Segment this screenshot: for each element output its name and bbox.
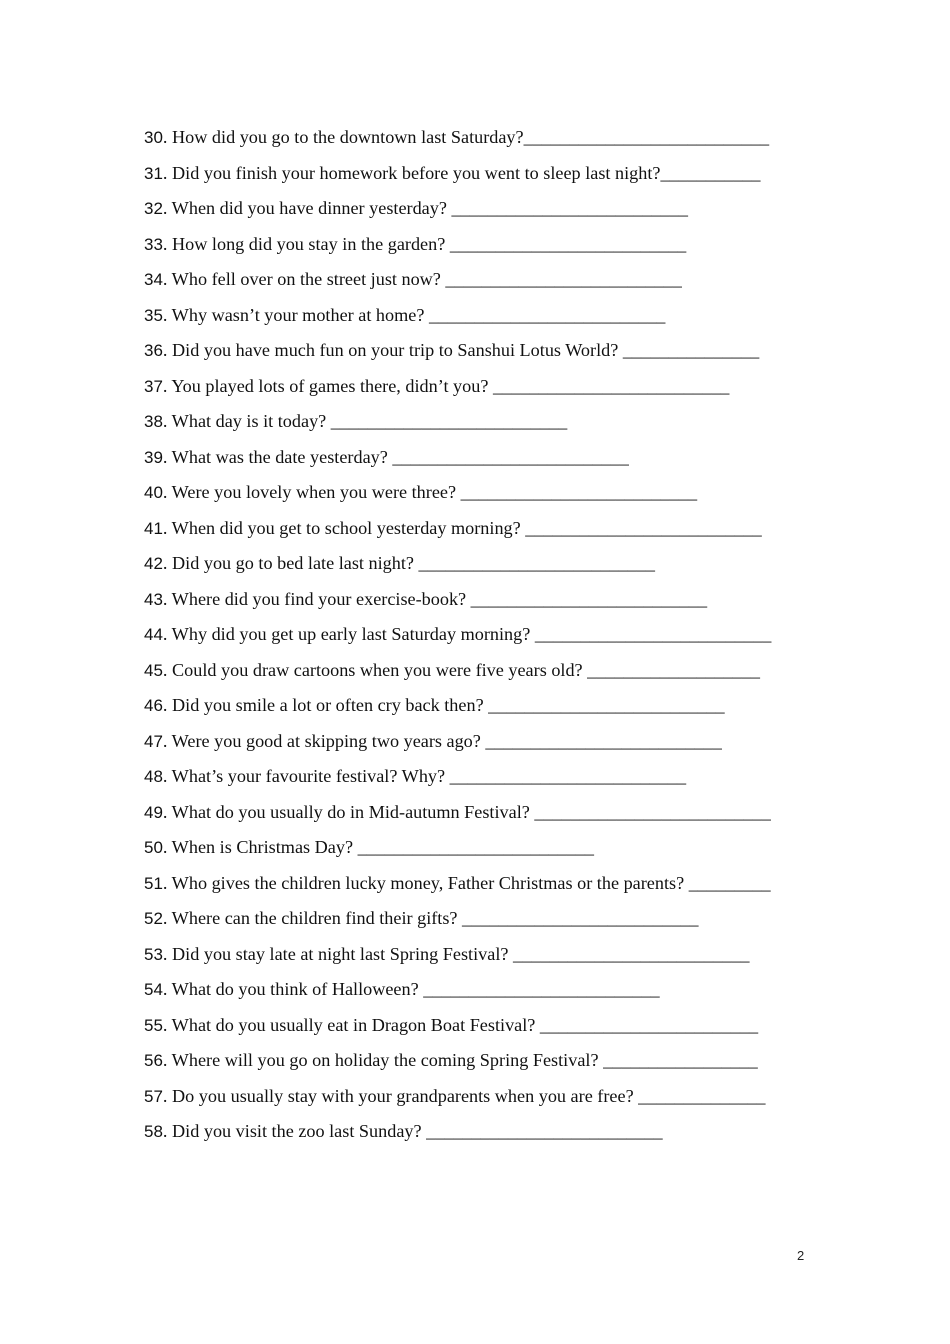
question-item — [144, 619, 844, 655]
question-item — [144, 513, 844, 549]
question-text: . When is Christmas Day? __________________________ — [162, 837, 595, 857]
question-text: . Where can the children find their gifts? __________________________ — [162, 908, 699, 928]
question-item — [144, 832, 844, 868]
question-number: 31 — [144, 163, 163, 183]
question-number: 47 — [144, 731, 163, 751]
question-text: . How did you go to the downtown last Saturday?___________________________ — [162, 127, 770, 147]
question-item — [144, 974, 844, 1010]
question-number: 56 — [144, 1051, 163, 1070]
question-item — [144, 1081, 844, 1117]
question-text: . When did you get to school yesterday morning? __________________________ — [162, 517, 762, 538]
question-number: 57 — [144, 1086, 163, 1106]
question-text: . Were you good at skipping two years ago? __________________________ — [162, 730, 722, 751]
question-text: . Where will you go on holiday the coming Spring Festival? _________________ — [162, 1050, 758, 1070]
question-text: . Were you lovely when you were three? __________________________ — [162, 482, 698, 502]
question-number: 39 — [144, 447, 163, 467]
question-item — [144, 584, 844, 620]
question-list — [144, 122, 844, 1152]
question-number: 37 — [144, 376, 163, 396]
question-number: 49 — [144, 802, 163, 822]
question-number: 38 — [144, 412, 163, 431]
question-text: . How long did you stay in the garden? __________________________ — [162, 233, 687, 254]
question-text: . When did you have dinner yesterday? __________________________ — [162, 198, 688, 218]
question-item — [144, 655, 844, 691]
question-item — [144, 158, 844, 194]
question-item — [144, 548, 844, 584]
question-text: . Did you smile a lot or often cry back then? __________________________ — [162, 695, 725, 715]
question-item — [144, 193, 844, 229]
question-number: 50 — [144, 838, 163, 857]
question-item — [144, 122, 844, 158]
question-number: 33 — [144, 234, 163, 254]
question-number: 44 — [144, 625, 163, 644]
question-item — [144, 1010, 844, 1046]
question-number: 41 — [144, 518, 163, 538]
question-text: . What’s your favourite festival? Why? __________________________ — [162, 766, 687, 786]
question-text: . Where did you find your exercise-book? __________________________ — [162, 588, 708, 609]
question-text: . Could you draw cartoons when you were five years old? ___________________ — [162, 659, 760, 680]
question-text: . Why wasn’t your mother at home? __________________________ — [162, 304, 666, 325]
question-number: 53 — [144, 944, 163, 964]
question-item — [144, 761, 844, 797]
question-number: 46 — [144, 696, 163, 715]
question-item — [144, 797, 844, 833]
question-item — [144, 477, 844, 513]
question-text: . Who gives the children lucky money, Father Christmas or the parents? _________ — [162, 872, 771, 893]
question-number: 40 — [144, 483, 163, 502]
question-number: 48 — [144, 767, 163, 786]
question-text: . Did you visit the zoo last Sunday? __________________________ — [162, 1121, 663, 1141]
question-text: . Did you finish your homework before you went to sleep last night?___________ — [162, 162, 761, 183]
question-item — [144, 726, 844, 762]
question-number: 54 — [144, 980, 163, 999]
question-number: 52 — [144, 909, 163, 928]
question-text: . Why did you get up early last Saturday morning? __________________________ — [162, 624, 772, 644]
question-item — [144, 442, 844, 478]
question-item — [144, 690, 844, 726]
question-number: 45 — [144, 660, 163, 680]
question-number: 36 — [144, 341, 163, 360]
question-text: . What do you think of Halloween? __________________________ — [162, 979, 660, 999]
question-text: . Who fell over on the street just now? __________________________ — [162, 269, 682, 289]
question-text: . What do you usually do in Mid-autumn Festival? __________________________ — [162, 801, 771, 822]
question-number: 32 — [144, 199, 163, 218]
question-number: 58 — [144, 1122, 163, 1141]
question-item — [144, 1045, 844, 1081]
page-number: 2 — [797, 1248, 805, 1263]
question-number: 30 — [144, 128, 163, 147]
question-number: 43 — [144, 589, 163, 609]
question-text: . Did you have much fun on your trip to Sanshui Lotus World? _______________ — [162, 340, 760, 360]
question-item — [144, 300, 844, 336]
question-number: 42 — [144, 554, 163, 573]
question-item — [144, 335, 844, 371]
question-text: . Did you go to bed late last night? __________________________ — [162, 553, 655, 573]
question-item — [144, 264, 844, 300]
question-item — [144, 229, 844, 265]
question-item — [144, 1116, 844, 1152]
question-text: . What do you usually eat in Dragon Boat Festival? ________________________ — [162, 1014, 759, 1035]
question-item — [144, 371, 844, 407]
question-text: . Do you usually stay with your grandparents when you are free? ______________ — [162, 1085, 766, 1106]
question-item — [144, 903, 844, 939]
question-number: 35 — [144, 305, 163, 325]
question-text: . What day is it today? __________________________ — [162, 411, 568, 431]
question-item — [144, 406, 844, 442]
question-number: 34 — [144, 270, 163, 289]
question-number: 55 — [144, 1015, 163, 1035]
question-item — [144, 868, 844, 904]
question-text: . What was the date yesterday? __________________________ — [162, 446, 629, 467]
question-text: . Did you stay late at night last Spring Festival? __________________________ — [162, 943, 750, 964]
question-number: 51 — [144, 873, 163, 893]
question-item — [144, 939, 844, 975]
question-text: . You played lots of games there, didn’t you? __________________________ — [162, 375, 730, 396]
